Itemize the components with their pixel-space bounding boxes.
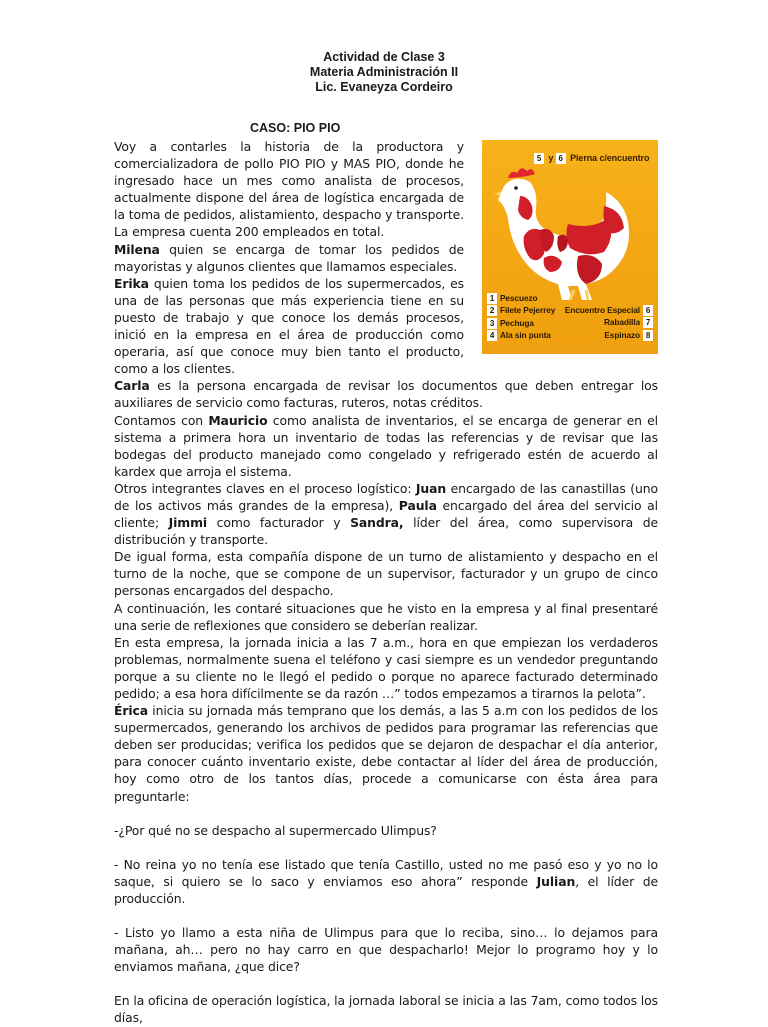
legend-right bbox=[565, 304, 653, 341]
paragraph-mauricio: Contamos con Mauricio como analista de inventarios, el se encarga de generar en el sistema a primera hora un inventario de todas las referencias y de revisar que las bodegas del producto manejado como congelado y refrigerado estén de acuerdo al kardex que arroja el sistema. bbox=[114, 412, 659, 479]
legend-item: Rabadilla 7 bbox=[565, 316, 653, 328]
paragraph-night-shift: De igual forma, esta compañía dispone de un turno de alistamiento y despacho en el turno de la noche, que se compone de un supervisor, facturador y un grupo de cinco personas encargados del despacho. bbox=[114, 549, 658, 599]
legend-item: Espinazo 8 bbox=[565, 329, 653, 341]
badge-6: 6 bbox=[556, 153, 566, 164]
paragraph-intro: Voy a contarles la historia de la productora y comercializadora de pollo PIO PIO y MAS PIO, donde he ingresado hace un mes como analista de procesos, actualmente dispone del área de logística encargada de la toma de pedidos, alistamiento, despacho y transporte. La empresa cuenta 200 empleados en total. bbox=[114, 139, 464, 240]
document-header bbox=[0, 50, 768, 95]
document-body bbox=[114, 138, 658, 1027]
subject-title: Materia Administración II bbox=[309, 65, 459, 79]
figure-heading-y: y bbox=[548, 153, 554, 163]
chicken-cuts-figure-wrapper bbox=[476, 140, 658, 365]
dialogue-question: -¿Por qué no se despacho al supermercado Ulimpus? bbox=[114, 822, 437, 838]
chicken-comb bbox=[508, 168, 535, 178]
paragraph-team: Otros integrantes claves en el proceso logístico: Juan encargado de las canastillas (uno de los activos más grandes de la empresa), Paula encargado del área del servicio al cliente; Jimmi como facturador y Sandra, líder del área, como supervisora de distribución y transporte. bbox=[114, 480, 659, 548]
paragraph-office: En la oficina de operación logística, la jornada laboral se inicia a las 7am, como todos los días, bbox=[114, 993, 658, 1026]
legend-left bbox=[487, 292, 555, 341]
activity-title: Actividad de Clase 3 bbox=[323, 50, 445, 64]
paragraph-erica: Érica inicia su jornada más temprano que los demás, a las 5 a.m con los pedidos de los supermercados, generando los archivos de pedidos para programar las referencias que deben ser producidas; verifica los pedidos que se dejaron de despachar el día anterior, para conocer cuánto inventario existe, debe contactar al líder del área de producción, hoy como otro de los tantos días, procede a comunicarse con ésta área para preguntarle: bbox=[114, 703, 658, 804]
legend-item: 4 Ala sin punta bbox=[487, 329, 555, 341]
chicken-eye bbox=[514, 186, 518, 190]
paragraph-situations: A continuación, les contaré situaciones que he visto en la empresa y al final presentaré una serie de reflexiones que considero se deberían realizar. bbox=[114, 600, 658, 633]
paragraph-milena: Milena quien se encarga de tomar los pedidos de mayoristas y algunos clientes que llamamos especiales. bbox=[114, 241, 464, 274]
legend-item: 3 Pechuga bbox=[487, 317, 555, 329]
dialogue-reply: - Listo yo llamo a esta niña de Ulimpus para que lo reciba, sino… lo dejamos para mañana, ah… pero no hay carro en que despacharlo! Mejor lo programo hoy y lo enviamos mañana, ¿que dice? bbox=[114, 925, 658, 975]
figure-heading bbox=[534, 150, 649, 167]
dialogue-julian: - No reina yo no tenía ese listado que tenía Castillo, usted no me pasó eso y yo no lo saque, si quiero se lo saco y enviamos eso ahora” responde Julian, el líder de producción. bbox=[114, 856, 658, 906]
badge-5: 5 bbox=[534, 153, 544, 164]
legend-item: 1 Pescuezo bbox=[487, 292, 555, 304]
paragraph-carla: Carla es la persona encargada de revisar los documentos que deben entregar los auxiliares de servicio como facturas, ruteros, notas créditos. bbox=[114, 378, 658, 411]
paragraph-workday: En esta empresa, la jornada inicia a las 7 a.m., hora en que empiezan los verdaderos problemas, normalmente suena el teléfono y casi siempre es un vendedor preguntando porque a su cliente no le llegó el pedido o porque no aparece facturado determinado pedido; a esa hora difícilmente se da razón …” todos empezamos a tirarnos la pelota”. bbox=[114, 634, 658, 701]
figure-heading-text: Pierna c/encuentro bbox=[570, 153, 650, 163]
legend-item: 2 Filete Pejerrey bbox=[487, 304, 555, 316]
chicken-cuts-figure bbox=[482, 140, 658, 354]
instructor-name: Lic. Evaneyza Cordeiro bbox=[315, 80, 453, 94]
case-title: CASO: PIO PIO bbox=[250, 121, 341, 135]
paragraph-erika: Erika quien toma los pedidos de los supermercados, es una de las personas que más experiencia tiene en su puesto de trabajo y que conoce los demás procesos, inició en la empresa en el área de producción como operaria, así que conoce muy bien tanto el producto, como a los clientes. bbox=[114, 275, 464, 377]
legend-item: Encuentro Especial 6 bbox=[565, 304, 653, 316]
